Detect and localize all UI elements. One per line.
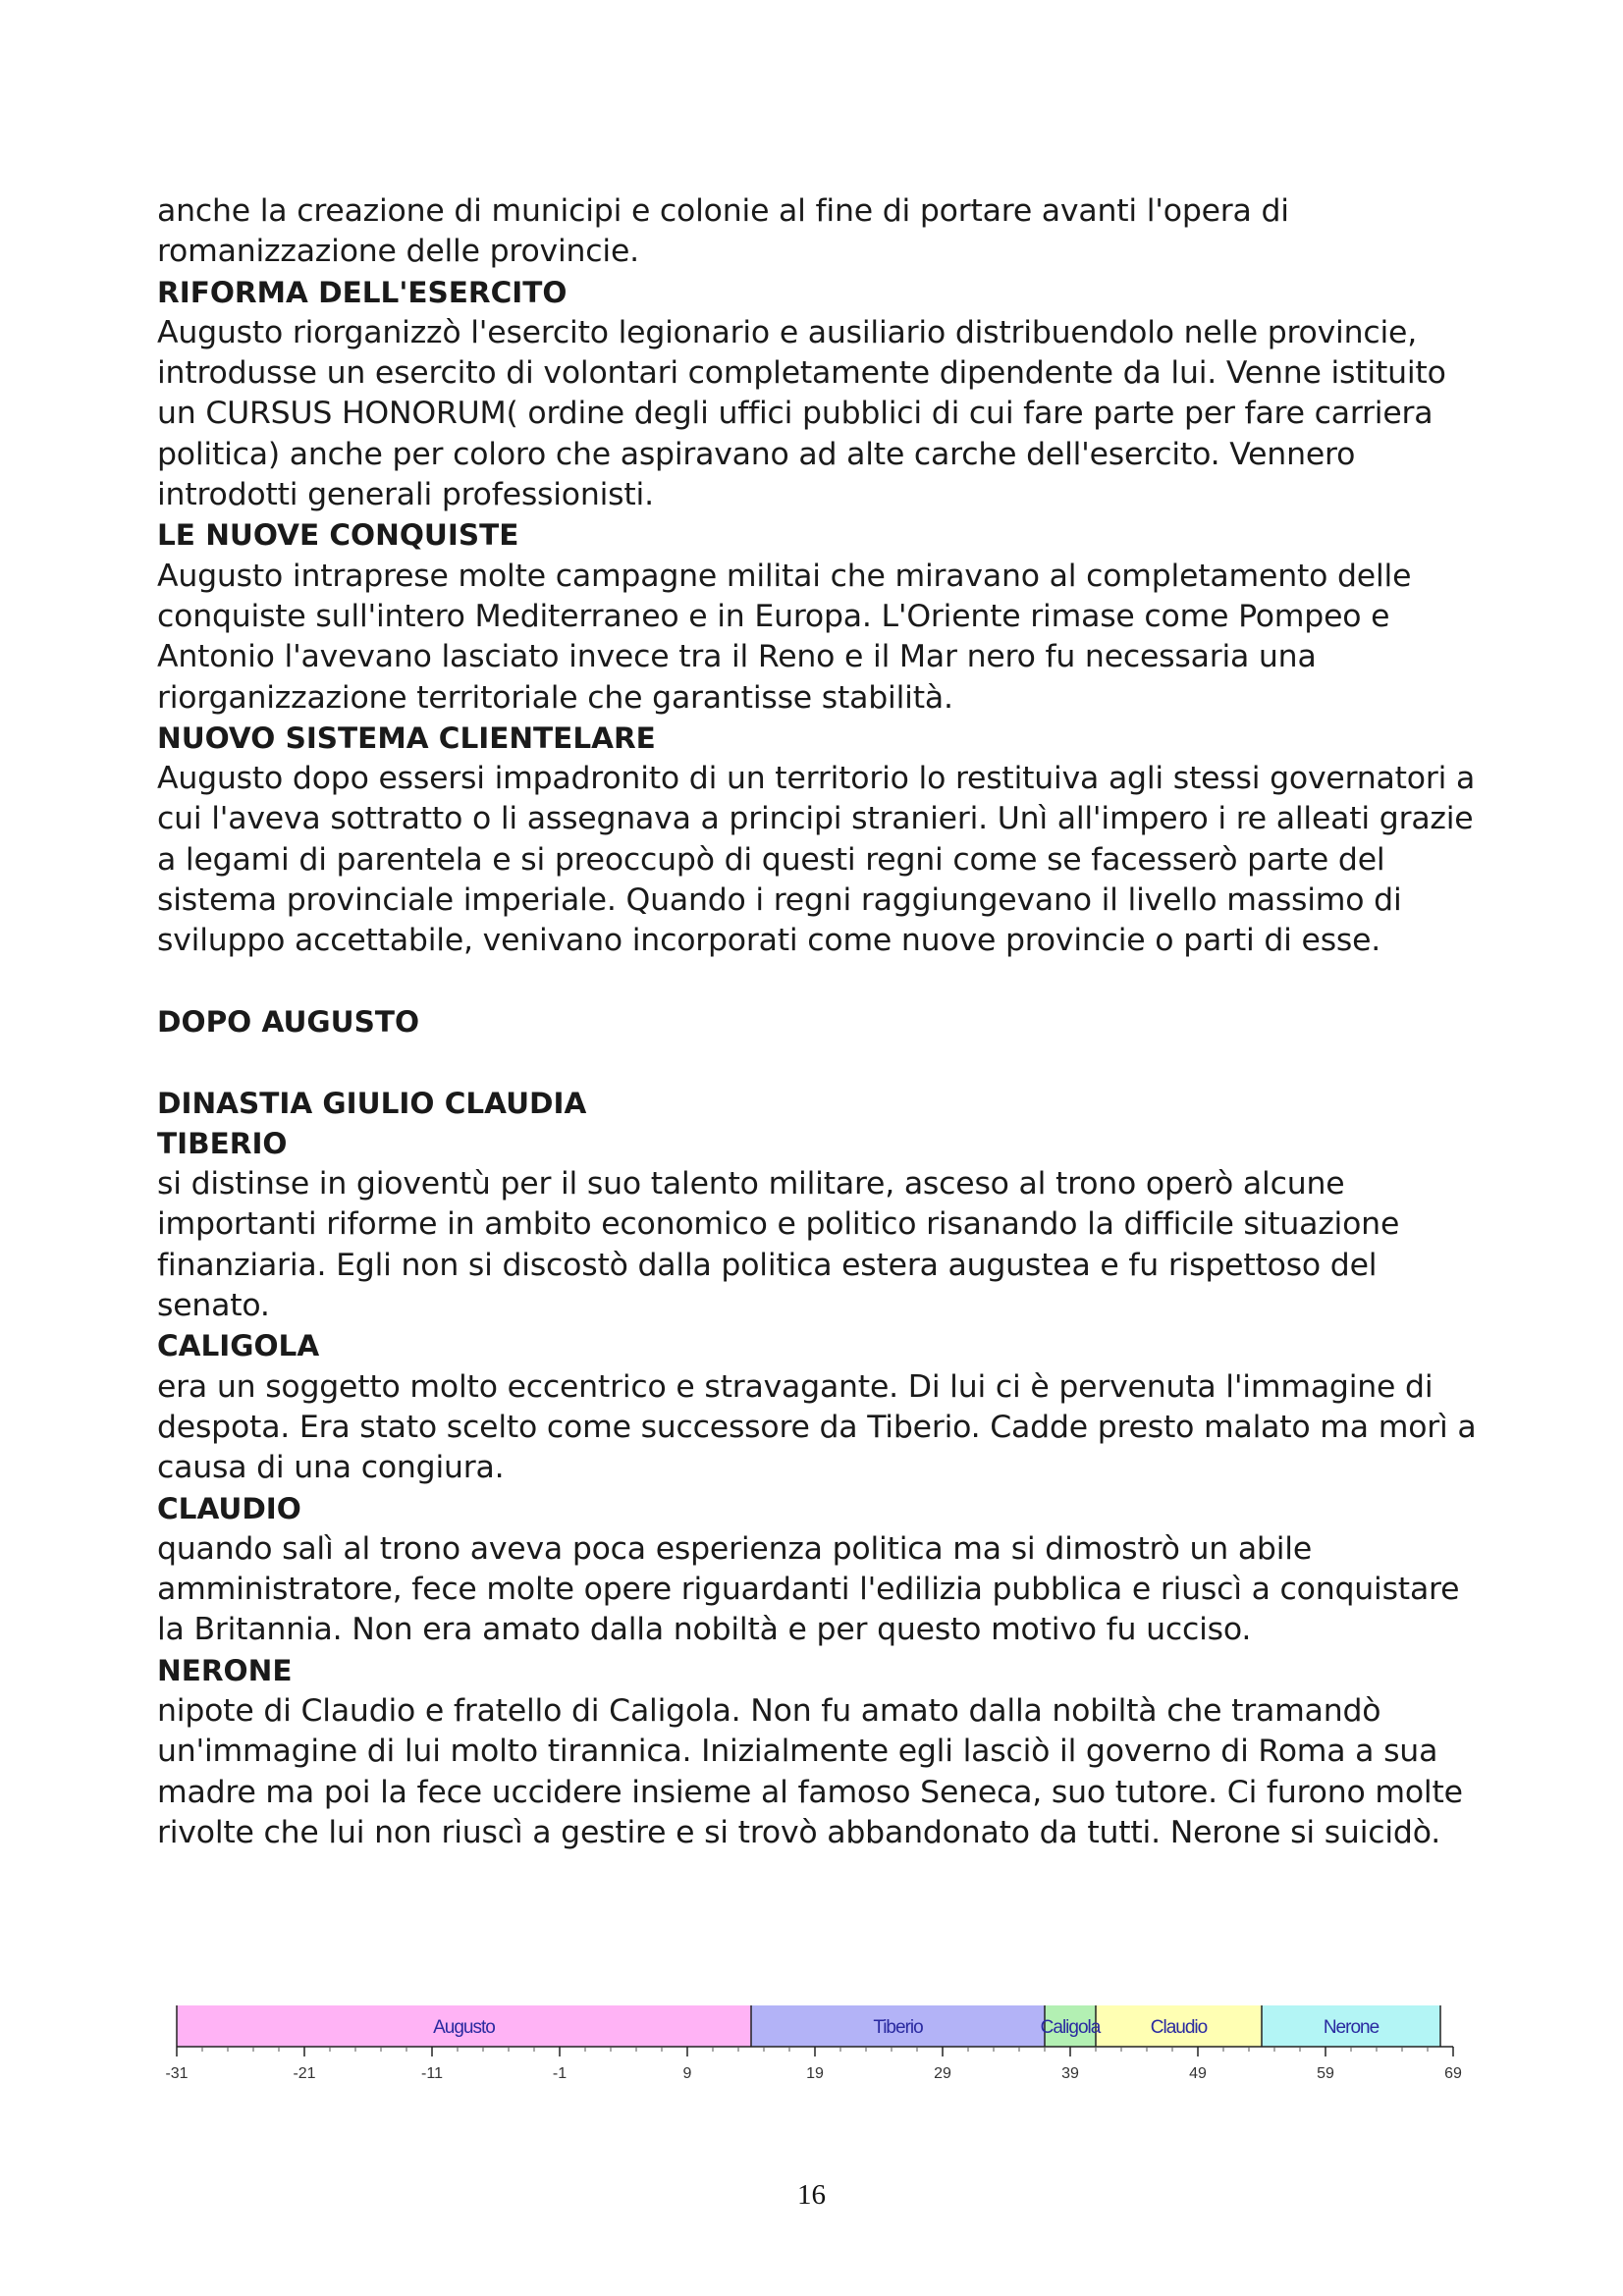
- paragraph-clientelare: Augusto dopo essersi impadronito di un territorio lo restituiva agli stessi governatori a cui l'aveva sottratto o li assegnava a principi stranieri. Unì all'impero i re alleati grazie a legami di parentela e si preoccupò di questi regni come se facesserò parte del sistema provinciale imperiale. Quando i regni raggiungevano il livello massimo di sviluppo accettabile, venivano incorporati come nuove provincie o parti di esse.: [157, 761, 1476, 959]
- timeline-tick-label: -11: [421, 2065, 443, 2082]
- heading-tiberio: TIBERIO: [157, 1126, 288, 1160]
- timeline-tick-label: 49: [1189, 2065, 1207, 2082]
- paragraph-intro: anche la creazione di municipi e colonie al fine di portare avanti l'opera di romanizzazione delle provincie.: [157, 193, 1289, 270]
- timeline-label-caligola: Caligola: [1040, 2017, 1101, 2038]
- page-body: [157, 191, 1483, 1853]
- heading-caligola: CALIGOLA: [157, 1329, 320, 1363]
- timeline-tick-label: 69: [1444, 2065, 1462, 2082]
- emperors-timeline: [147, 1988, 1473, 2115]
- timeline-tick-label: -31: [165, 2065, 189, 2082]
- heading-clientelare: NUOVO SISTEMA CLIENTELARE: [157, 721, 656, 755]
- heading-dopo-augusto: DOPO AUGUSTO: [157, 1004, 420, 1039]
- heading-nerone: NERONE: [157, 1653, 293, 1687]
- paragraph-caligola: era un soggetto molto eccentrico e stravagante. Di lui ci è pervenuta l'immagine di despota. Era stato scelto come successore da Tiberio. Cadde presto malato ma morì a causa di una congiura.: [157, 1368, 1477, 1486]
- timeline-tick-label: -1: [552, 2065, 568, 2082]
- timeline-label-augusto: Augusto: [433, 2017, 495, 2038]
- timeline-tick-label: 39: [1061, 2065, 1079, 2082]
- timeline-tick-label: 29: [934, 2065, 951, 2082]
- paragraph-claudio: quando salì al trono aveva poca esperienza politica ma si dimostrò un abile amministratore, fece molte opere riguardanti l'edilizia pubblica e riuscì a conquistare la Britannia. Non era amato dalla nobiltà e per questo motivo fu ucciso.: [157, 1530, 1460, 1648]
- heading-claudio: CLAUDIO: [157, 1491, 301, 1525]
- timeline-label-nerone: Nerone: [1323, 2017, 1380, 2038]
- timeline-label-tiberio: Tiberio: [873, 2017, 923, 2038]
- page-number: 16: [797, 2179, 826, 2211]
- heading-riforma: RIFORMA DELL'ESERCITO: [157, 275, 568, 309]
- timeline-tick-label: 59: [1317, 2065, 1334, 2082]
- spacer: [157, 962, 1483, 1002]
- paragraph-conquiste: Augusto intraprese molte campagne militai che miravano al completamento delle conquiste sull'intero Mediterraneo e in Europa. L'Oriente rimase come Pompeo e Antonio l'avevano lasciato invece tra il Reno e il Mar nero fu necessaria una riorganizzazione territoriale che garantisse stabilità.: [157, 558, 1412, 716]
- timeline-tick-label: -21: [293, 2065, 316, 2082]
- timeline-tick-label: 19: [806, 2065, 824, 2082]
- heading-dinastia: DINASTIA GIULIO CLAUDIA: [157, 1086, 587, 1120]
- timeline-tick-label: 9: [682, 2065, 692, 2082]
- paragraph-riforma: Augusto riorganizzò l'esercito legionario e ausiliario distribuendolo nelle provincie, introdusse un esercito di volontari completamente dipendente da lui. Venne istituito un CURSUS HONORUM( ordine degli uffici pubblici di cui fare parte per fare carriera politica) anche per coloro che aspiravano ad alte carche dell'esercito. Vennero introdotti generali professionisti.: [157, 314, 1446, 513]
- heading-conquiste: LE NUOVE CONQUISTE: [157, 518, 519, 553]
- paragraph-nerone: nipote di Claudio e fratello di Caligola. Non fu amato dalla nobiltà che tramandò un'immagine di lui molto tirannica. Inizialmente egli lasciò il governo di Roma a sua madre ma poi la fece uccidere insieme al famoso Seneca, suo tutore. Ci furono molte rivolte che lui non riuscì a gestire e si trovò abbandonato da tutti. Nerone si suicidò.: [157, 1692, 1463, 1850]
- timeline-label-claudio: Claudio: [1150, 2017, 1208, 2038]
- paragraph-tiberio: si distinse in gioventù per il suo talento militare, asceso al trono operò alcune importanti riforme in ambito economico e politico risanando la difficile situazione finanziaria. Egli non si discostò dalla politica estera augustea e fu rispettoso del senato.: [157, 1166, 1400, 1324]
- spacer: [157, 1042, 1483, 1083]
- timeline-chart: [147, 1988, 1473, 2115]
